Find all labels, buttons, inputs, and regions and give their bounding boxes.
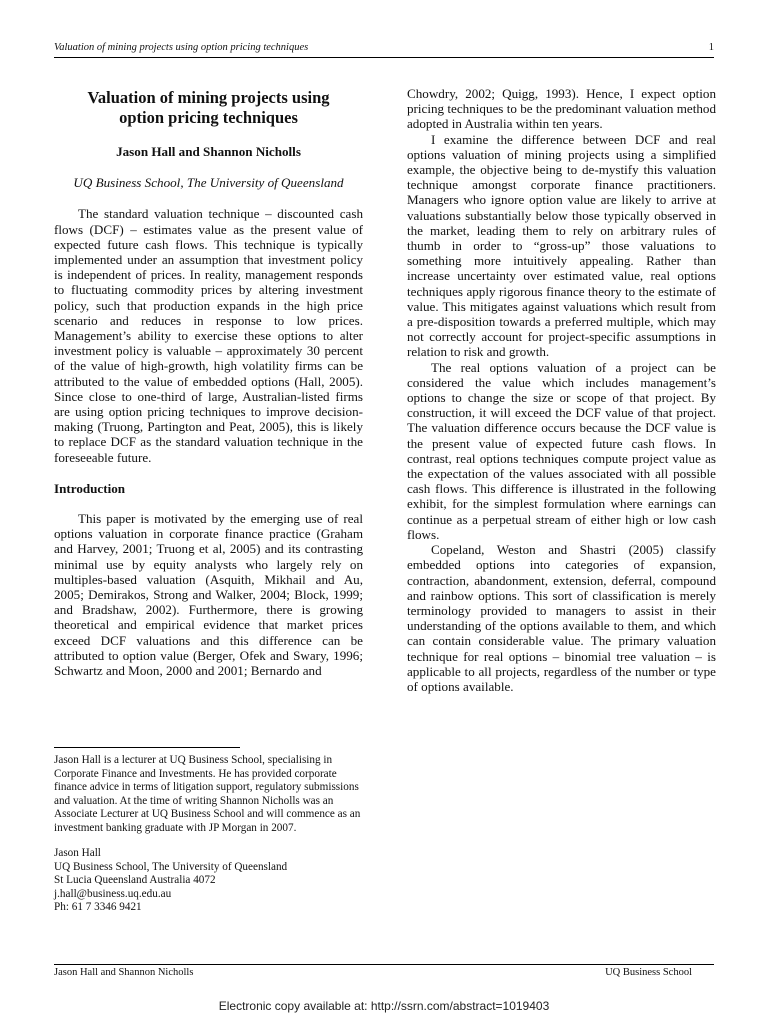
section-heading-introduction: Introduction xyxy=(54,480,126,496)
contact-name: Jason Hall xyxy=(54,847,101,859)
intro-paragraph-3: The real options valuation of a project can be considered the value which includes management’s options to change the size or scope of that project. By construction, it will exceed the DCF value of that project. The valuation difference occurs because the DCF value is the present value of expected future cash flows. In contrast, real options techniques compute project value as the expectation of the values associated with all possible cash flows. This difference is illustrated in the following exhibit, for the simplest formulation where earnings can continue as a perpetual stream of either high or low cash flows. xyxy=(407,359,716,542)
running-title: Valuation of mining projects using option pricing techniques xyxy=(54,42,309,53)
footer-rule xyxy=(54,964,714,965)
title-line-2: option pricing techniques xyxy=(119,108,298,127)
contact-block xyxy=(54,847,363,915)
ssrn-notice[interactable]: Electronic copy available at: http://ssrn.com/abstract=1019403 xyxy=(218,999,550,1013)
intro-paragraph-2: I examine the difference between DCF and real options valuation of mining projects using a simplified example, the objective being to de-mystify this valuation technique amongst corporate finance practitioners. Managers who ignore option value are likely to arrive at valuations substantially below those typically observed in the market, leading them to rely on arbitrary rules of thumb in order to “gross-up” those valuations to something more intuitively appealing. Rather than increase uncertainty over estimated value, real options techniques apply rigorous finance theory to the estimate of value. This mitigates against valuations which result from a pre-disposition towards a preferred multiple, which may not correctly account for project-specific assumptions in relation to risk and growth. xyxy=(407,131,716,360)
contact-address: St Lucia Queensland Australia 4072 xyxy=(54,874,216,886)
page-footer xyxy=(54,967,714,978)
page-number: 1 xyxy=(708,42,714,53)
abstract-paragraph: The standard valuation technique – discounted cash flows (DCF) – estimates value as the present value of expected future cash flows. This technique is typically implemented under an assumption that investment policy is independent of prices. In reality, management responds to fluctuating commodity prices by altering investment policy, such that production expands in the high price scenario and reduces in response to low prices. Management’s ability to exercise these options to alter investment policy is valuable – approximately 30 percent of the value of high-growth, high volatility firms can be attributed to the value of embedded options (Hall, 2005). Since close to one-third of large, Australian-listed firms are using option pricing techniques to improve decision-making (Truong, Partington and Peat, 2005), this is likely to replace DCF as the standard valuation technique in the foreseeable future. xyxy=(54,206,363,465)
title-line-1: Valuation of mining projects using xyxy=(87,88,330,107)
left-column xyxy=(54,86,363,678)
footnote-rule xyxy=(54,747,240,748)
footnote xyxy=(54,754,363,915)
intro-paragraph-1-continued: Chowdry, 2002; Quigg, 1993). Hence, I expect option pricing techniques to be the predominant valuation method adopted in Australia within ten years. xyxy=(407,86,716,132)
contact-email[interactable]: j.hall@business.uq.edu.au xyxy=(54,887,172,900)
author-names: Jason Hall and Shannon Nicholls xyxy=(116,144,301,159)
footer-authors: Jason Hall and Shannon Nicholls xyxy=(54,967,194,978)
contact-phone: Ph: 61 7 3346 9421 xyxy=(54,901,142,913)
header-rule xyxy=(54,57,714,58)
author-bio: Jason Hall is a lecturer at UQ Business School, specialising in Corporate Finance and Investments. He has provided corporate finance advice in terms of litigation support, regulatory submissions and valuation. At the time of writing Shannon Nicholls was an Associate Lecturer at UQ Business School and will commence as an investment banking graduate with JP Morgan in 2007. xyxy=(54,754,361,834)
contact-org: UQ Business School, The University of Queensland xyxy=(54,860,288,873)
intro-paragraph-1: This paper is motivated by the emerging use of real options valuation in corporate finance practice (Graham and Harvey, 2001; Truong et al, 2005) and its contrasting minimal use by equity analysts who largely rely on multiples-based valuation (Asquith, Mikhail and Au, 2005; Demirakos, Strong and Walker, 2004; Block, 1999; and Bradshaw, 2002). Furthermore, there is growing theoretical and empirical evidence that market prices exceed DCF valuations and this difference can be attributed to option value (Berger, Ofek and Swary, 1996; Schwartz and Moon, 2000 and 2001; Bernardo and xyxy=(54,511,363,679)
right-column xyxy=(407,86,716,694)
intro-paragraph-4: Copeland, Weston and Shastri (2005) classify embedded options into categories of expansion, contraction, abandonment, extension, deferral, compound and rainbow options. This sort of classification is merely terminology provided to managers to assist in their understanding of the options available to them, and which can contain considerable value. The primary valuation technique for real options – binomial tree valuation – is applicable to all projects, regardless of the number or type of options available. xyxy=(407,542,716,694)
footer-institution: UQ Business School xyxy=(605,967,692,978)
paper-title xyxy=(54,88,363,128)
running-header xyxy=(54,42,714,53)
affiliation: UQ Business School, The University of Queensland xyxy=(73,175,344,191)
